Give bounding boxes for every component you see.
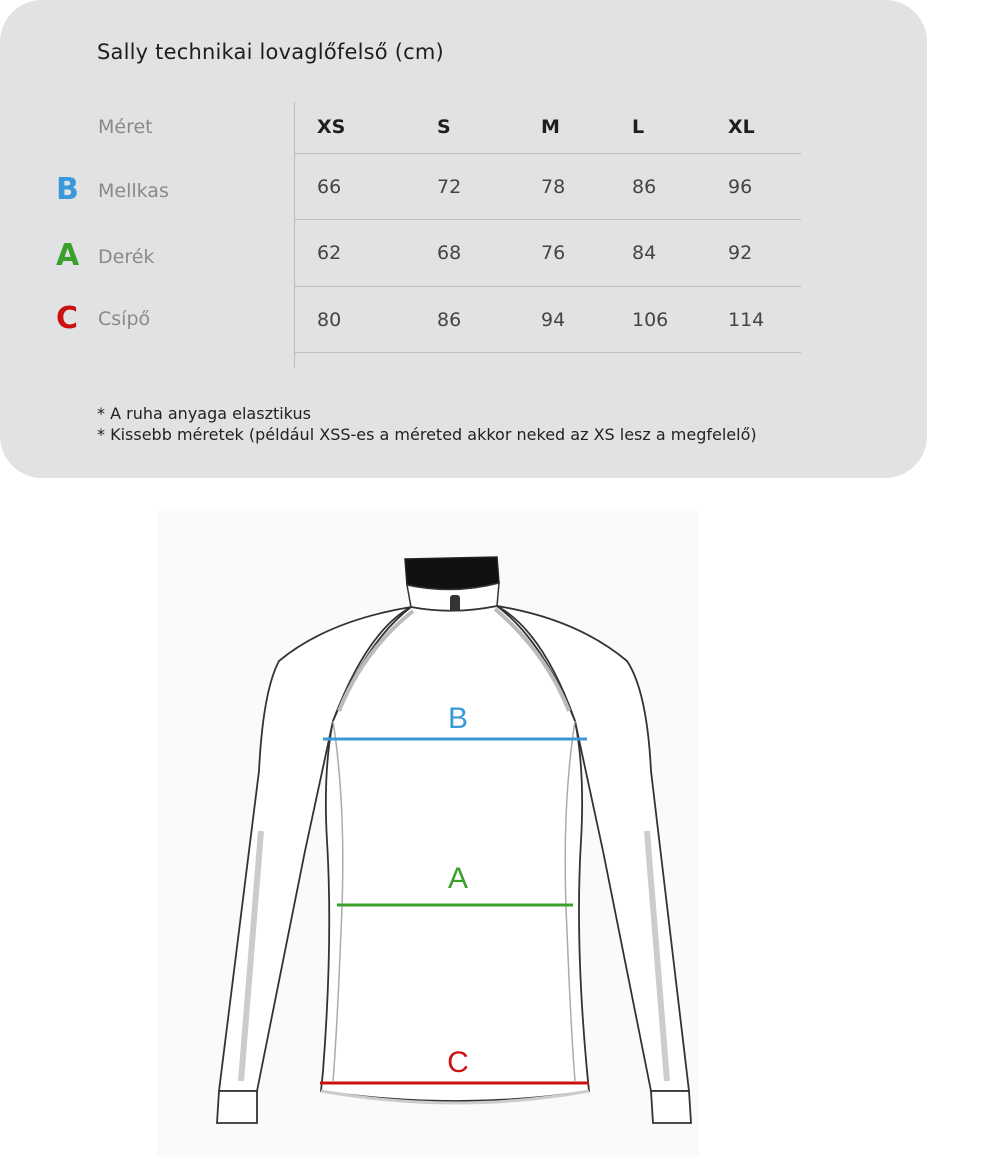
table-cell: 68 — [437, 242, 462, 264]
table-cell: 92 — [728, 242, 753, 264]
chart-title: Sally technikai lovaglőfelső (cm) — [97, 40, 444, 64]
collar-shape — [405, 557, 499, 590]
diagram-letter-c: C — [447, 1046, 469, 1079]
size-chart-card — [0, 0, 927, 478]
table-cell: 84 — [632, 242, 657, 264]
table-divider — [295, 352, 801, 353]
left-cuff — [217, 1091, 257, 1123]
measure-letter-a: A — [56, 238, 80, 273]
shirt-body — [321, 606, 589, 1101]
size-header-s: S — [437, 116, 451, 138]
table-cell: 114 — [728, 309, 765, 331]
right-cuff — [651, 1091, 691, 1123]
table-cell: 66 — [317, 176, 342, 198]
note-smaller-sizes: * Kissebb méretek (például XSS-es a méreted akkor neked az XS lesz a megfelelő) — [97, 425, 757, 444]
table-cell: 62 — [317, 242, 342, 264]
note-elastic: * A ruha anyaga elasztikus — [97, 404, 311, 423]
size-header-m: M — [541, 116, 560, 138]
table-cell: 76 — [541, 242, 566, 264]
garment-diagram — [157, 511, 699, 1157]
size-header-label: Méret — [98, 116, 153, 138]
size-header-xl: XL — [728, 116, 755, 138]
table-divider — [295, 153, 801, 154]
measure-label-hip: Csípő — [98, 308, 151, 330]
size-header-l: L — [632, 116, 645, 138]
table-cell: 96 — [728, 176, 753, 198]
table-cell: 94 — [541, 309, 566, 331]
table-cell: 106 — [632, 309, 669, 331]
table-cell: 80 — [317, 309, 342, 331]
shirt-illustration — [157, 511, 699, 1157]
table-divider — [295, 286, 801, 287]
table-divider — [295, 219, 801, 220]
table-cell: 78 — [541, 176, 566, 198]
measure-label-waist: Derék — [98, 246, 155, 268]
table-cell: 86 — [632, 176, 657, 198]
diagram-letter-b: B — [447, 702, 469, 735]
diagram-letter-a: A — [447, 862, 469, 895]
table-cell: 86 — [437, 309, 462, 331]
measure-label-chest: Mellkas — [98, 180, 169, 202]
size-header-xs: XS — [317, 116, 346, 138]
measure-letter-b: B — [56, 172, 79, 207]
table-divider-vertical — [294, 102, 295, 368]
measure-letter-c: C — [56, 301, 79, 336]
table-cell: 72 — [437, 176, 462, 198]
